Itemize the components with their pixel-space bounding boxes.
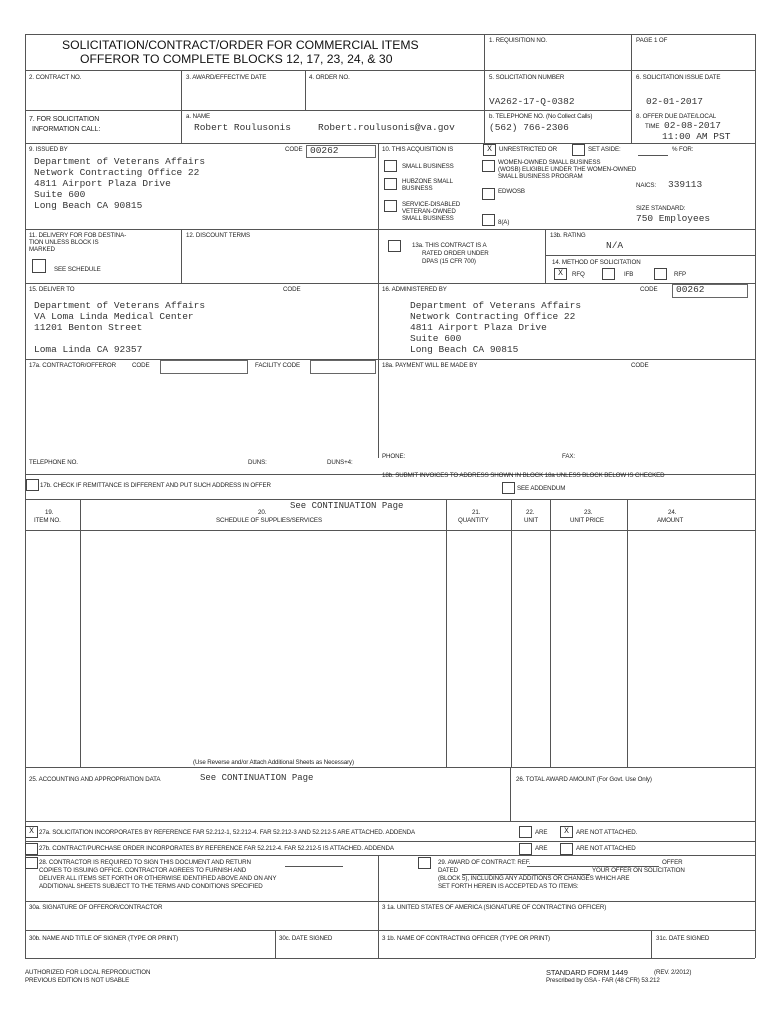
block-29-offer: OFFER [662,859,683,866]
sdvosb-label-1: SERVICE-DISABLED [402,201,461,208]
form-number: STANDARD FORM 1449 [546,968,628,977]
ifb-checkbox[interactable] [602,268,615,280]
see-addendum-label: SEE ADDENDUM [517,485,566,492]
wosb-label-1: WOMEN-OWNED SMALL BUSINESS [498,159,601,166]
clause-27a-checkbox[interactable]: X [25,826,38,838]
contact-name[interactable]: Robert Roulusonis [194,122,291,133]
block-29-line4: SET FORTH HEREIN IS ACCEPTED AS TO ITEMS: [438,883,579,890]
rfq-label: RFQ [572,271,585,278]
sdvosb-label-2: VETERAN-OWNED [402,208,456,215]
total-award-field[interactable] [516,787,750,817]
col-amount-label: AMOUNT [657,517,684,524]
facility-code-label: FACILITY CODE [255,362,301,369]
wosb-checkbox[interactable] [482,160,495,172]
col-qty-label: QUANTITY [458,517,489,524]
sdvosb-checkbox[interactable] [384,200,397,212]
payment-code-label: CODE [631,362,649,369]
solicitation-number-label: 5. SOLICITATION NUMBER [489,74,565,81]
deliver-to-label: 15. DELIVER TO [29,286,75,293]
issue-date-value[interactable]: 02-01-2017 [646,96,704,107]
offeror-date-label: 30c. DATE SIGNED [279,935,333,942]
small-business-checkbox[interactable] [384,160,397,172]
clause-27b-label: 27b. CONTRACT/PURCHASE ORDER INCORPORATES BY REFERENCE FAR 52.212-4. FAR 52.212-5 IS ATTACHED. ADDENDA [39,845,394,852]
name-label: a. NAME [186,113,211,120]
set-aside-checkbox[interactable] [572,144,585,156]
payment-label: 18a. PAYMENT WILL BE MADE BY [382,362,478,369]
fob-label-2: TION UNLESS BLOCK IS [29,239,99,246]
edwosb-checkbox[interactable] [482,188,495,200]
block-29-checkbox[interactable] [418,857,431,869]
remittance-checkbox[interactable] [26,479,39,491]
clause-27b-not-attached-label: ARE NOT ATTACHED [576,845,636,852]
size-standard-label: SIZE STANDARD: [636,205,686,212]
remittance-label: 17b. CHECK IF REMITTANCE IS DIFFERENT AND PUT SUCH ADDRESS IN OFFER [40,482,271,489]
co-signature-label: 3 1a. UNITED STATES OF AMERICA (SIGNATURE OF CONTRACTING OFFICER) [382,904,607,911]
naics-label: NAICS: [636,182,657,189]
offeror-signature-label: 30a. SIGNATURE OF OFFEROR/CONTRACTOR [29,904,163,911]
rated-order-label-3: DPAS (15 CFR 700) [422,258,476,265]
size-standard-value[interactable]: 750 Employees [636,213,711,224]
block-28-line3: DELIVER ALL ITEMS SET FORTH OR OTHERWISE IDENTIFIED ABOVE AND ON ANY [39,875,277,882]
solicitation-number-value[interactable]: VA262-17-Q-0382 [489,96,575,107]
contract-no-label: 2. CONTRACT NO. [29,74,82,81]
co-date-label: 31c. DATE SIGNED [656,935,710,942]
order-no-label: 4. ORDER NO. [309,74,350,81]
col-item-num: 19. [45,509,54,516]
requisition-label: 1. REQUISITION NO. [489,37,548,44]
hubzone-label-2: BUSINESS [402,185,433,192]
requisition-field[interactable] [490,48,628,68]
block-28-checkbox[interactable] [25,857,38,869]
clause-27a-are-label: ARE [535,829,548,836]
clause-27a-are-checkbox[interactable] [519,826,532,838]
eight-a-checkbox[interactable] [482,214,495,226]
offer-due-time[interactable]: 11:00 AM PST [662,131,731,142]
submit-invoices-label: 18b. SUBMIT INVOICES TO ADDRESS SHOWN IN BLOCK 18a UNLESS BLOCK BELOW IS CHECKED [382,472,665,479]
deliver-to-code-field[interactable] [306,285,374,296]
edwosb-label: EDWOSB [498,188,525,195]
block-28-line2: COPIES TO ISSUING OFFICE. CONTRACTOR AGREES TO FURNISH AND [39,867,247,874]
issued-by-label: 9. ISSUED BY [29,146,68,153]
administered-by-label: 16. ADMINISTERED BY [382,286,447,293]
form-title-line1: SOLICITATION/CONTRACT/ORDER FOR COMMERCIAL ITEMS [62,38,419,52]
small-business-label: SMALL BUSINESS [402,163,454,170]
block-28-line1: 28. CONTRACTOR IS REQUIRED TO SIGN THIS DOCUMENT AND RETURN [39,859,251,866]
wosb-label-3: SMALL BUSINESS PROGRAM [498,173,583,180]
co-date-field[interactable] [656,944,752,956]
administered-by-code-box[interactable] [672,284,748,298]
hubzone-label-1: HUBZONE SMALL [402,178,453,185]
clause-27a-not-attached-label: ARE NOT ATTACHED. [576,829,638,836]
unrestricted-checkbox[interactable]: X [483,144,496,156]
issue-date-label: 6. SOLICITATION ISSUE DATE [636,74,721,81]
col-supplies-label: SCHEDULE OF SUPPLIES/SERVICES [216,517,322,524]
schedule-body[interactable] [26,531,754,755]
ifb-label: IFB [624,271,634,278]
total-award-label: 26. TOTAL AWARD AMOUNT (For Govt. Use Only) [516,776,652,783]
offeror-signature-field[interactable] [30,913,374,928]
acquisition-label: 10. THIS ACQUISITION IS [382,146,454,153]
continuation-note: See CONTINUATION Page [290,501,404,511]
facility-code-box[interactable] [310,360,376,374]
unrestricted-label: UNRESTRICTED OR [499,146,557,153]
payment-phone-label: PHONE: [382,453,406,460]
rfq-checkbox[interactable]: X [554,268,567,280]
award-date-field[interactable] [186,84,302,108]
set-aside-label: SET ASIDE: [588,146,621,153]
order-no-field[interactable] [310,84,480,108]
administered-by-address[interactable]: Department of Veterans Affairs Network Contracting Office 22 4811 Airport Plaza Drive Suite 600 Long Beach CA 90815 [410,300,582,355]
percent-for-label: % FOR: [672,146,694,153]
deliver-to-address[interactable]: Department of Veterans Affairs VA Loma Linda Medical Center 11201 Benton Street Loma Linda CA 92357 [34,300,206,355]
telephone-no-label: TELEPHONE NO. [29,459,78,466]
see-schedule-label: SEE SCHEDULE [54,266,101,273]
col-unit-label: UNIT [524,517,539,524]
block-29-line1: 29. AWARD OF CONTRACT: REF. [438,859,531,866]
block-29-dated: DATED [438,867,459,874]
telephone-value[interactable]: (562) 766-2306 [489,122,569,133]
col-qty-num: 21. [472,509,481,516]
issued-by-code-box[interactable] [306,145,376,158]
col-price-label: UNIT PRICE [570,517,604,524]
contractor-code-label: CODE [132,362,150,369]
signer-name-field[interactable] [30,944,272,956]
previous-edition-note: PREVIOUS EDITION IS NOT USABLE [25,977,130,984]
info-call-label-2: INFORMATION CALL: [32,126,101,133]
accounting-label: 25. ACCOUNTING AND APPROPRIATION DATA [29,776,161,783]
clause-27b-are-checkbox[interactable] [519,843,532,855]
clause-27b-checkbox[interactable] [25,843,38,855]
col-supplies-num: 20. [258,509,267,516]
eight-a-label: 8(A) [498,219,510,226]
payment-address-field[interactable] [382,376,752,446]
form-title-line2: OFFEROR TO COMPLETE BLOCKS 12, 17, 23, 24, & 30 [80,52,393,66]
rated-order-checkbox[interactable] [388,240,401,252]
administered-by-code-label: CODE [640,286,658,293]
co-signature-field[interactable] [382,913,752,928]
block-29-line3: (BLOCK 5), INCLUDING ANY ADDITIONS OR CHANGES WHICH ARE [438,875,630,882]
issued-by-address[interactable]: Department of Veterans Affairs Network Contracting Office 22 4811 Airport Plaza Drive Suite 600 Long Beach CA 90815 [34,156,206,211]
discount-terms-field[interactable] [186,242,374,280]
discount-terms-label: 12. DISCOUNT TERMS [186,232,250,239]
see-addendum-checkbox[interactable] [502,482,515,494]
rfp-checkbox[interactable] [654,268,667,280]
contractor-address-field[interactable] [30,376,374,456]
wosb-label-2: (WOSB) ELIGIBLE UNDER THE WOMEN-OWNED [498,166,637,173]
rfp-label: RFP [674,271,687,278]
accounting-value[interactable]: See CONTINUATION Page [200,773,314,783]
deliver-to-code-label: CODE [283,286,301,293]
contract-no-field[interactable] [30,84,178,108]
reverse-note: (Use Reverse and/or Attach Additional Sheets as Necessary) [193,759,355,766]
block-28-line4: ADDITIONAL SHEETS SUBJECT TO THE TERMS AND CONDITIONS SPECIFIED [39,883,263,890]
fob-label-1: 11. DELIVERY FOR FOB DESTINA- [29,232,127,239]
time-label: TIME [645,123,660,130]
form-revision: (REV. 2/2012) [654,969,692,976]
co-name-label: 3 1b. NAME OF CONTRACTING OFFICER (TYPE OR PRINT) [382,935,551,942]
col-amount-num: 24. [668,509,677,516]
payment-fax-label: FAX: [562,453,576,460]
telephone-label: b. TELEPHONE NO. (No Collect Calls) [489,113,593,120]
contractor-code-box[interactable] [160,360,248,374]
duns-label: DUNS: [248,459,267,466]
clause-27b-are-label: ARE [535,845,548,852]
info-call-label-1: 7. FOR SOLICITATION [29,116,100,123]
rated-order-label-1: 13a. THIS CONTRACT IS A [412,242,487,249]
offeror-date-field[interactable] [279,944,374,956]
rated-order-label-2: RATED ORDER UNDER [422,250,489,257]
method-label: 14. METHOD OF SOLICITATION [552,259,641,266]
hubzone-checkbox[interactable] [384,178,397,190]
clause-27a-not-attached-checkbox[interactable]: X [560,826,573,838]
offer-due-label: 8. OFFER DUE DATE/LOCAL [636,113,717,120]
fob-label-3: MARKED [29,246,55,253]
offer-due-date[interactable]: 02-08-2017 [664,120,722,131]
issued-by-code: 00262 [310,145,339,156]
signer-name-label: 30b. NAME AND TITLE OF SIGNER (TYPE OR PRINT) [29,935,179,942]
col-price-num: 23. [584,509,593,516]
administered-by-code: 00262 [676,284,705,295]
rating-value[interactable]: N/A [606,240,624,251]
prescribed-by: Prescribed by GSA - FAR (48 CFR) 53.212 [546,977,660,984]
clause-27a-label: 27a. SOLICITATION INCORPORATES BY REFERENCE FAR 52.212-1, 52.212-4. FAR 52.212-3 AND 52.212-5 ARE ATTACHED. ADDENDA [39,829,416,836]
block-29-your-offer: YOUR OFFER ON SOLICITATION [592,867,685,874]
contractor-label: 17a. CONTRACTOR/OFFEROR [29,362,116,369]
page-of-label: PAGE 1 OF [636,37,668,44]
co-name-field[interactable] [382,944,648,956]
rating-label: 13b. RATING [550,232,586,239]
duns4-label: DUNS+4: [327,459,353,466]
issued-by-code-label: CODE [285,146,303,153]
naics-value[interactable]: 339113 [668,179,703,190]
award-date-label: 3. AWARD/EFFECTIVE DATE [186,74,267,81]
contact-email[interactable]: Robert.roulusonis@va.gov [318,122,455,133]
col-unit-num: 22. [526,509,535,516]
clause-27b-not-attached-checkbox[interactable] [560,843,573,855]
authorized-note: AUTHORIZED FOR LOCAL REPRODUCTION [25,969,151,976]
see-schedule-checkbox[interactable] [32,259,46,273]
sdvosb-label-3: SMALL BUSINESS [402,215,454,222]
col-item-label: ITEM NO. [34,517,61,524]
